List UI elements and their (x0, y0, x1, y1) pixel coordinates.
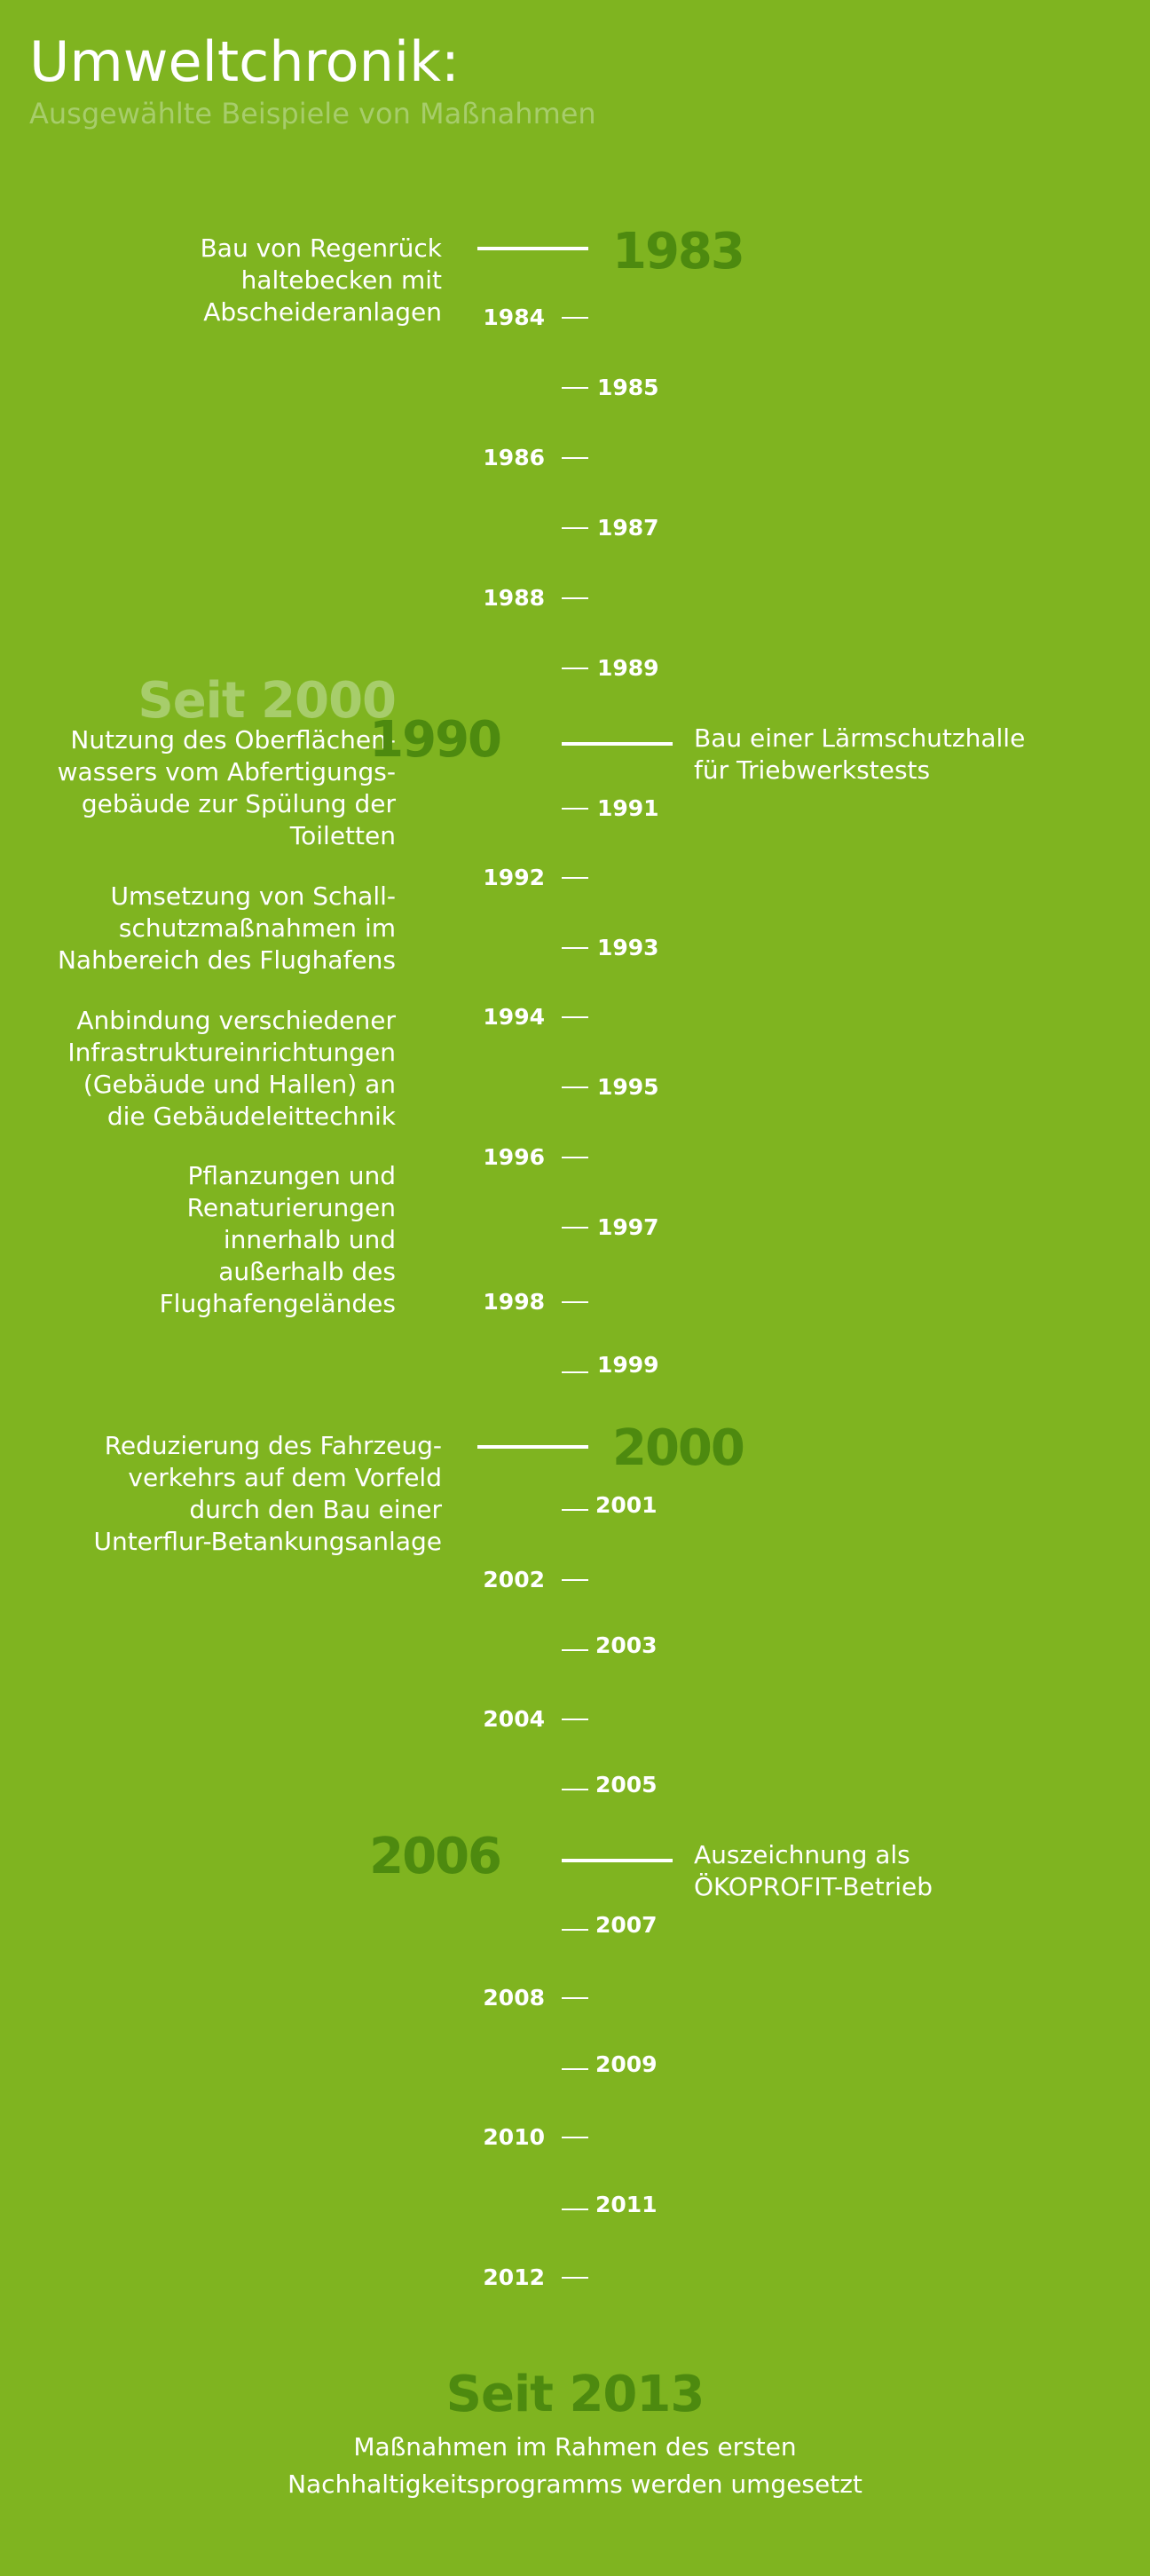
year-1992-label: 1992 (483, 865, 545, 890)
year-1999-label: 1999 (597, 1352, 659, 1378)
year-2010-tick (562, 2137, 588, 2138)
year-1996-label: 1996 (483, 1144, 545, 1170)
year-2001-label: 2001 (595, 1492, 658, 1518)
year-2001-tick (562, 1509, 588, 1511)
year-1991-tick (562, 808, 588, 810)
event-2000-line (477, 1445, 588, 1449)
event-2006-text: Auszeichnung als ÖKOPROFIT-Betrieb (694, 1840, 933, 1901)
year-2010-label: 2010 (483, 2124, 545, 2150)
year-1988-tick (562, 597, 588, 599)
year-2011-label: 2011 (595, 2192, 658, 2217)
event-2006-line (562, 1859, 673, 1862)
seit-2000-item: Pflanzungen und Renaturierungen innerhalb und außerhalb des Flughafengeländes (159, 1161, 396, 1318)
seit-2013-heading: Seit 2013 (445, 2366, 705, 2423)
year-2000-label: 2000 (612, 1419, 744, 1477)
year-1989-label: 1989 (597, 655, 659, 681)
event-1983-line (477, 247, 588, 250)
year-2005-label: 2005 (595, 1772, 658, 1798)
year-1983-label: 1983 (612, 223, 744, 281)
year-2012-label: 2012 (483, 2264, 545, 2290)
year-1994-label: 1994 (483, 1004, 545, 1030)
year-1987-tick (562, 527, 588, 529)
year-2008-label: 2008 (483, 1985, 545, 2011)
year-2003-label: 2003 (595, 1632, 658, 1658)
year-1998-tick (562, 1301, 588, 1303)
year-2011-tick (562, 2209, 588, 2210)
year-2005-tick (562, 1789, 588, 1790)
seit-2000-heading: Seit 2000 (138, 672, 396, 730)
year-1985-tick (562, 387, 588, 389)
year-2002-label: 2002 (483, 1567, 545, 1592)
page-subtitle: Ausgewählte Beispiele von Maßnahmen (29, 97, 596, 130)
year-1993-tick (562, 947, 588, 949)
year-1997-tick (562, 1227, 588, 1229)
year-1995-tick (562, 1087, 588, 1088)
year-1992-tick (562, 877, 588, 879)
year-2007-tick (562, 1929, 588, 1931)
year-1993-label: 1993 (597, 935, 659, 960)
event-1990-text: Bau einer Lärmschutzhalle für Triebwerkstests (694, 723, 1026, 785)
year-1987-label: 1987 (597, 515, 659, 541)
year-1996-tick (562, 1157, 588, 1158)
year-2003-tick (562, 1649, 588, 1651)
year-1988-label: 1988 (483, 585, 545, 611)
seit-2013-text: Maßnahmen im Rahmen des ersten Nachhaltigkeitsprogramms werden umgesetzt (288, 2432, 862, 2499)
year-2006-label: 2006 (369, 1828, 500, 1885)
year-2009-tick (562, 2068, 588, 2070)
year-1998-label: 1998 (483, 1289, 545, 1315)
seit-2000-item: Anbindung verschiedener Infrastruktureinrichtungen (Gebäude und Hallen) an die Gebäudeleittechnik (67, 1006, 396, 1131)
year-1995-label: 1995 (597, 1074, 659, 1100)
year-1999-tick (562, 1371, 588, 1373)
event-2000-text: Reduzierung des Fahrzeug- verkehrs auf dem Vorfeld durch den Bau einer Unterflur-Betankungsanlage (93, 1431, 442, 1556)
year-2008-tick (562, 1997, 588, 1999)
event-1983-text: Bau von Regenrück haltebecken mit Abscheideranlagen (200, 233, 442, 327)
year-2007-label: 2007 (595, 1912, 658, 1938)
year-1984-label: 1984 (483, 304, 545, 330)
seit-2000-item: Nutzung des Oberflächen- wassers vom Abfertigungs- gebäude zur Spülung der Toiletten (57, 725, 396, 850)
year-1989-tick (562, 668, 588, 669)
page-title: Umweltchronik: (29, 29, 460, 94)
year-2004-tick (562, 1719, 588, 1720)
year-2002-tick (562, 1579, 588, 1581)
year-1984-tick (562, 317, 588, 319)
event-1990-line (562, 742, 673, 746)
year-2009-label: 2009 (595, 2051, 658, 2077)
year-2004-label: 2004 (483, 1706, 545, 1732)
year-1986-label: 1986 (483, 445, 545, 470)
year-1994-tick (562, 1016, 588, 1018)
year-1990-label: 1990 (369, 711, 500, 769)
year-1991-label: 1991 (597, 795, 659, 821)
seit-2000-item: Umsetzung von Schall- schutzmaßnahmen im Nahbereich des Flughafens (57, 881, 396, 975)
year-1986-tick (562, 457, 588, 459)
year-2012-tick (562, 2277, 588, 2279)
year-1985-label: 1985 (597, 375, 659, 400)
year-1997-label: 1997 (597, 1214, 659, 1240)
